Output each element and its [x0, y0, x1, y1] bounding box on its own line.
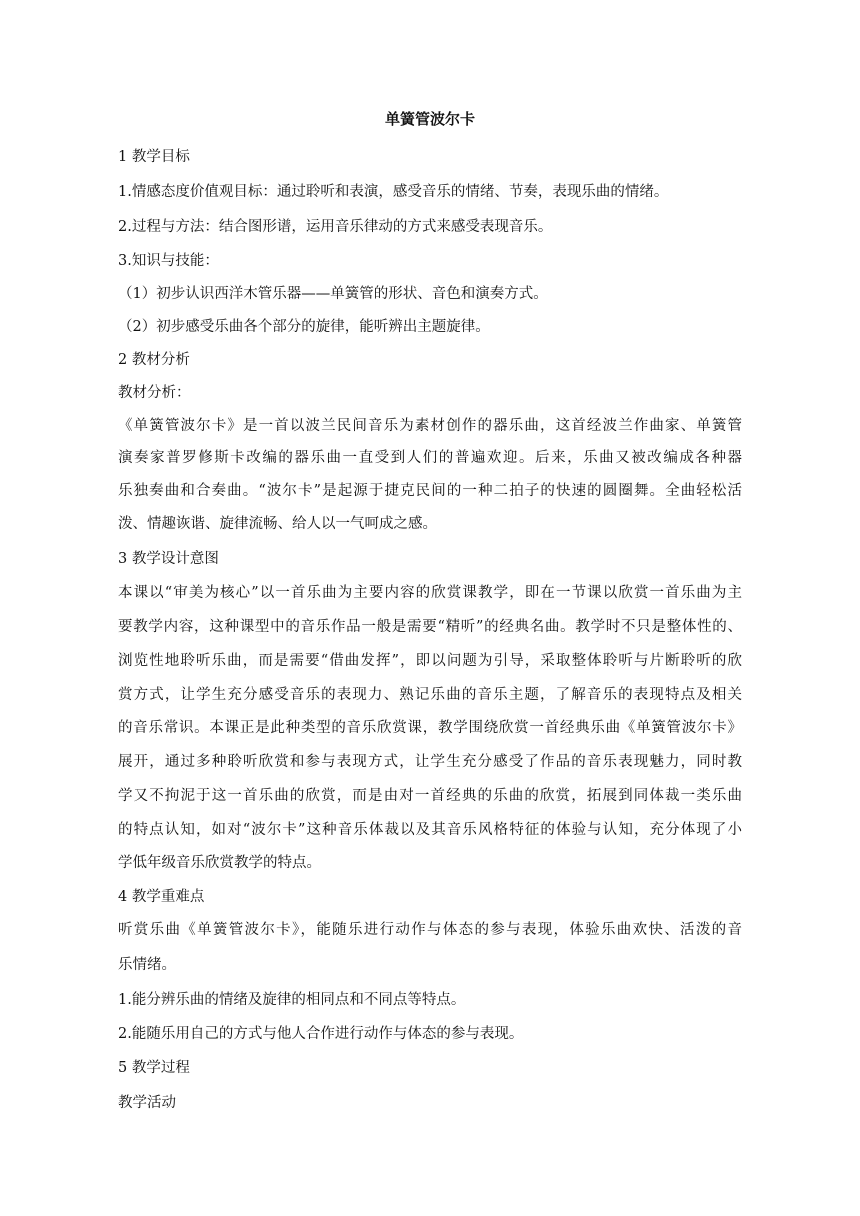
text-line: （1）初步认识西洋木管乐器——单簧管的形状、音色和演奏方式。: [118, 286, 548, 302]
text-line: 1.情感态度价值观目标：通过聆听和表演，感受音乐的情绪、节奏，表现乐曲的情绪。: [118, 184, 669, 200]
text-line: 教材分析：: [118, 385, 191, 401]
text-line: 1.能分辨乐曲的情绪及旋律的相同点和不同点等特点。: [118, 992, 466, 1008]
document-title: 单簧管波尔卡: [384, 110, 475, 128]
text-line: 要教学内容，这种课型中的音乐作品一般是需要“精听”的经典名曲。教学时不只是整体性的、: [118, 619, 742, 635]
text-line: 泼、情趣诙谐、旋律流畅、给人以一气呵成之感。: [118, 516, 437, 532]
text-line: 教学活动: [118, 1095, 176, 1111]
section-heading: 1 教学目标: [118, 149, 190, 165]
section-heading: 5 教学过程: [118, 1060, 190, 1076]
text-line: 学低年级音乐欣赏教学的特点。: [118, 855, 321, 871]
text-line: 乐情绪。: [118, 957, 176, 973]
text-line: 2.能随乐用自己的方式与他人合作进行动作与体态的参与表现。: [118, 1026, 524, 1042]
text-line: 展开，通过多种聆听欣赏和参与表现方式，让学生充分感受了作品的音乐表现魅力，同时教: [118, 754, 742, 770]
text-line: 听赏乐曲《单簧管波尔卡》，能随乐进行动作与体态的参与表现，体验乐曲欢快、活泼的音: [118, 922, 742, 938]
text-line: 赏方式，让学生充分感受音乐的表现力、熟记乐曲的音乐主题，了解音乐的表现特点及相关: [118, 687, 742, 703]
text-line: 的音乐常识。本课正是此种类型的音乐欣赏课，教学围绕欣赏一首经典乐曲《单簧管波尔卡》: [118, 720, 742, 736]
text-line: 《单簧管波尔卡》是一首以波兰民间音乐为素材创作的器乐曲，这首经波兰作曲家、单簧管: [118, 418, 742, 434]
text-line: 学又不拘泥于这一首乐曲的欣赏，而是由对一首经典的乐曲的欣赏，拓展到同体裁一类乐曲: [118, 788, 742, 804]
text-line: 演奏家普罗修斯卡改编的器乐曲一直受到人们的普遍欢迎。后来，乐曲又被改编成各种器: [118, 450, 742, 466]
text-line: 本课以“审美为核心”以一首乐曲为主要内容的欣赏课教学，即在一节课以欣赏一首乐曲为主: [118, 585, 742, 601]
text-line: 乐独奏曲和合奏曲。“波尔卡”是起源于捷克民间的一种二拍子的快速的圆圈舞。全曲轻松活: [118, 483, 742, 499]
text-line: （2）初步感受乐曲各个部分的旋律，能听辨出主题旋律。: [118, 319, 490, 335]
text-line: 3.知识与技能：: [118, 253, 219, 269]
text-line: 浏览性地聆听乐曲，而是需要“借曲发挥”，即以问题为引导，采取整体聆听与片断聆听的欣: [118, 653, 742, 669]
section-heading: 2 教材分析: [118, 352, 190, 368]
text-line: 2.过程与方法：结合图形谱，运用音乐律动的方式来感受表现音乐。: [118, 219, 553, 235]
section-heading: 3 教学设计意图: [118, 551, 219, 567]
section-heading: 4 教学重难点: [118, 889, 205, 905]
text-line: 的特点认知，如对“波尔卡”这种音乐体裁以及其音乐风格特征的体验与认知，充分体现了小: [118, 822, 742, 838]
